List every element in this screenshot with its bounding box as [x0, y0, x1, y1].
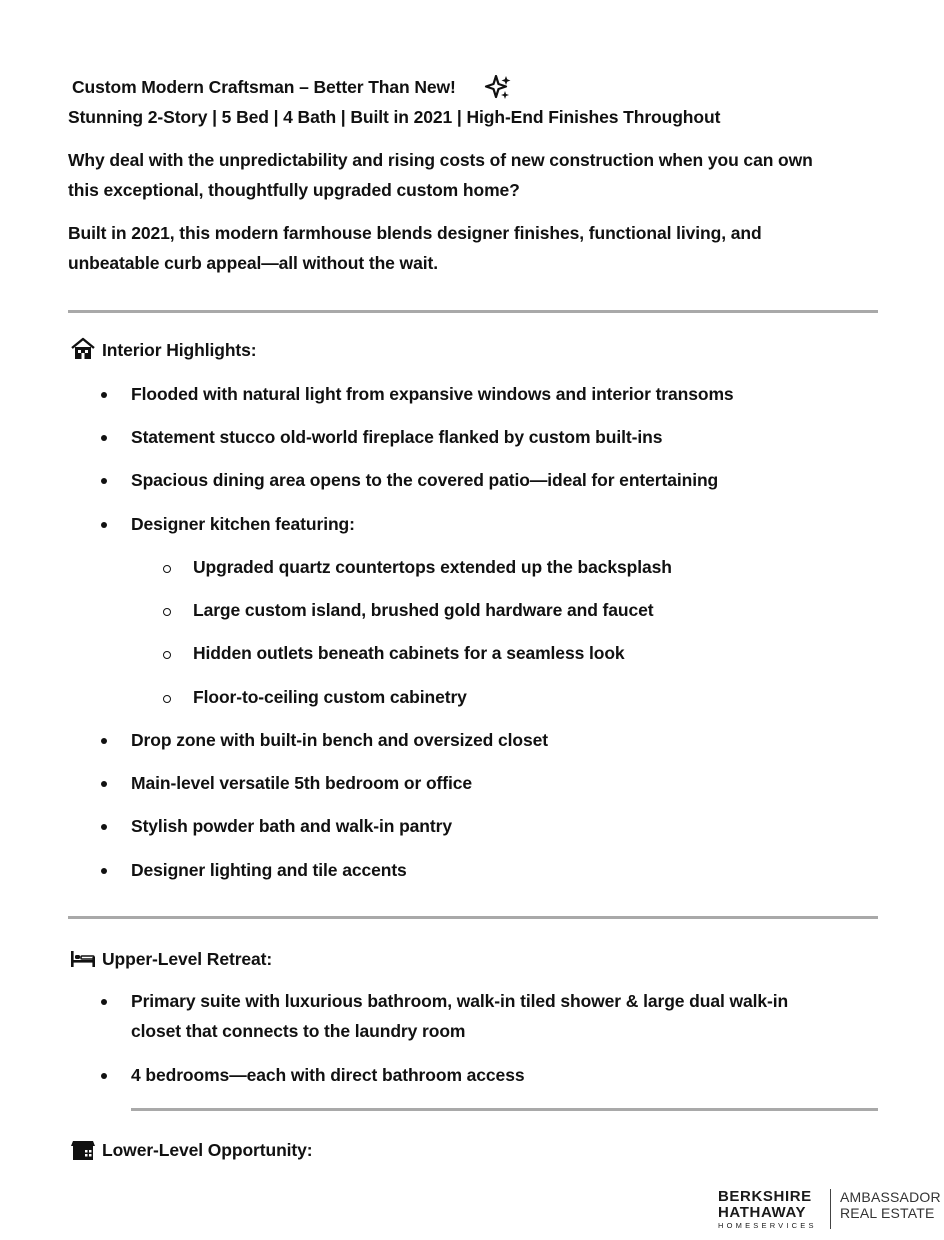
list-item: Statement stucco old-world fireplace flanked by custom built-ins — [131, 427, 663, 447]
lower-heading: Lower-Level Opportunity: — [102, 1140, 313, 1160]
intro-paragraph-1-line-2: this exceptional, thoughtfully upgraded custom home? — [68, 180, 520, 200]
section-divider — [68, 310, 878, 313]
section-divider — [131, 1108, 878, 1111]
list-item: Designer kitchen featuring: — [131, 514, 355, 534]
bullet — [101, 1073, 107, 1079]
page-title: Custom Modern Craftsman – Better Than New! — [72, 77, 456, 97]
list-item: Spacious dining area opens to the covered patio—ideal for entertaining — [131, 470, 719, 490]
bullet — [101, 738, 107, 744]
building-icon — [70, 1137, 96, 1161]
sub-bullet — [163, 651, 171, 659]
section-divider — [68, 916, 878, 919]
bullet — [101, 781, 107, 787]
upper-heading: Upper-Level Retreat: — [102, 949, 273, 969]
house-icon — [70, 337, 96, 361]
sub-bullet — [163, 608, 171, 616]
intro-paragraph-2-line-2: unbeatable curb appeal—all without the wait. — [68, 253, 438, 273]
sub-list-item: Floor-to-ceiling custom cabinetry — [193, 687, 467, 707]
sparkle-icon — [484, 75, 512, 101]
list-item: Main-level versatile 5th bedroom or office — [131, 773, 473, 793]
logo-brand-line-2: HATHAWAY — [718, 1204, 807, 1221]
bullet — [101, 824, 107, 830]
list-item: Primary suite with luxurious bathroom, walk-in tiled shower & large dual walk-in — [131, 991, 789, 1011]
bullet — [101, 868, 107, 874]
sub-list-item: Large custom island, brushed gold hardware and faucet — [193, 600, 654, 620]
list-item: Flooded with natural light from expansive windows and interior transoms — [131, 384, 734, 404]
interior-heading: Interior Highlights: — [102, 340, 257, 360]
sub-bullet — [163, 565, 171, 573]
bullet — [101, 478, 107, 484]
intro-paragraph-1-line-1: Why deal with the unpredictability and rising costs of new construction when you can own — [68, 150, 813, 170]
office-line-2: REAL ESTATE — [840, 1205, 935, 1221]
sub-bullet — [163, 695, 171, 703]
office-line-1: AMBASSADOR — [840, 1189, 941, 1205]
bullet — [101, 999, 107, 1005]
list-item: Drop zone with built-in bench and oversized closet — [131, 730, 548, 750]
bullet — [101, 392, 107, 398]
logo-divider — [830, 1189, 831, 1229]
logo-brand-line-1: BERKSHIRE — [718, 1188, 812, 1205]
bed-icon — [70, 949, 96, 969]
intro-paragraph-2-line-1: Built in 2021, this modern farmhouse blends designer finishes, functional living, and — [68, 223, 762, 243]
sub-list-item: Hidden outlets beneath cabinets for a seamless look — [193, 643, 625, 663]
office-name — [840, 1189, 941, 1221]
list-item: 4 bedrooms—each with direct bathroom access — [131, 1065, 525, 1085]
bullet — [101, 435, 107, 441]
brokerage-logo — [718, 1189, 817, 1231]
list-item: Stylish powder bath and walk-in pantry — [131, 816, 452, 836]
page-subtitle: Stunning 2-Story | 5 Bed | 4 Bath | Built in 2021 | High-End Finishes Throughout — [68, 107, 721, 127]
list-item-continuation: closet that connects to the laundry room — [131, 1021, 466, 1041]
logo-brand-line-3: HOMESERVICES — [718, 1221, 817, 1230]
sub-list-item: Upgraded quartz countertops extended up the backsplash — [193, 557, 672, 577]
list-item: Designer lighting and tile accents — [131, 860, 407, 880]
bullet — [101, 522, 107, 528]
